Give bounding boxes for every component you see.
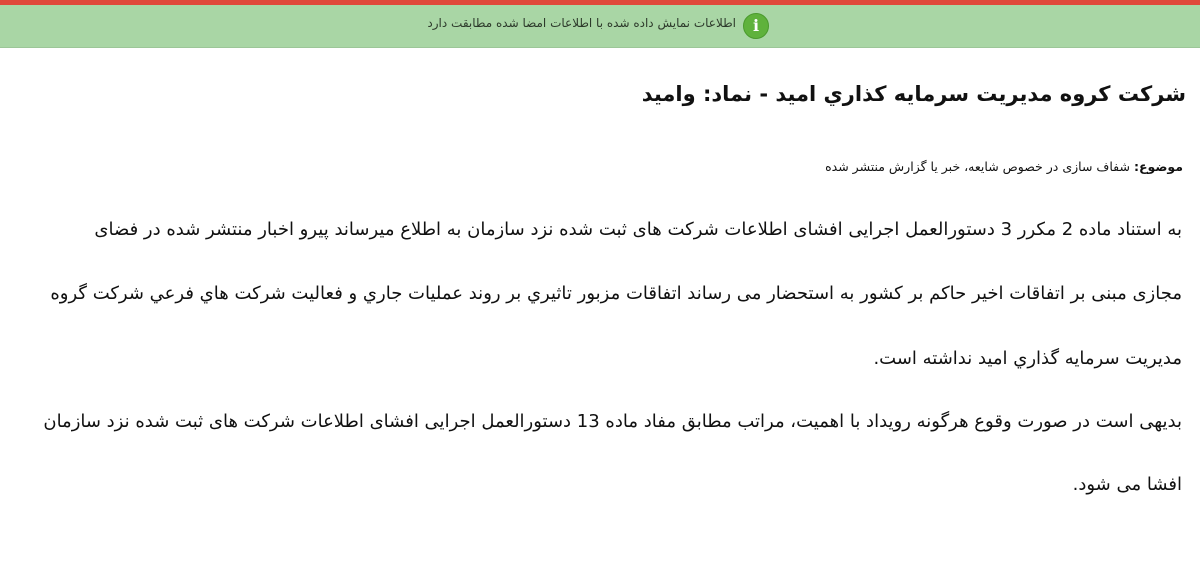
company-title: شركت كروه مديريت سرمايه كذاري اميد - نماد: واميد [641, 82, 1186, 106]
body-paragraph-line: مجازی مبنی بر اتفاقات اخیر حاکم بر کشور به استحضار می رساند اتفاقات مزبور تاثیري بر روند عملیات جاري و فعالیت شرکت هاي فرعي شرکت گروه [50, 283, 1182, 304]
body-paragraph-line: مدیریت سرمایه گذاري امید نداشته است. [873, 348, 1182, 369]
subject-text: شفاف سازی در خصوص شایعه، خبر یا گزارش منتشر شده [825, 159, 1130, 174]
body-paragraph-line: به استناد ماده 2 مکرر 3 دستورالعمل اجرایی افشای اطلاعات شرکت های ثبت شده نزد سازمان به اطلاع میرساند پیرو اخبار منتشر شده در فضای [94, 219, 1182, 240]
body-paragraph-line: افشا می شود. [1072, 474, 1182, 495]
subject-line [825, 159, 1183, 174]
verification-notice-text: اطلاعات نمایش داده شده با اطلاعات امضا شده مطابقت دارد [427, 16, 736, 30]
info-icon: i [743, 13, 769, 39]
body-paragraph-line: بدیهی است در صورت وقوع هرگونه رویداد با اهمیت، مراتب مطابق مفاد ماده 13 دستورالعمل اجرایی افشای اطلاعات شرکت های ثبت شده نزد سازمان [43, 411, 1182, 432]
verification-notice-bar [0, 5, 1200, 48]
subject-label: موضوع: [1133, 159, 1183, 174]
